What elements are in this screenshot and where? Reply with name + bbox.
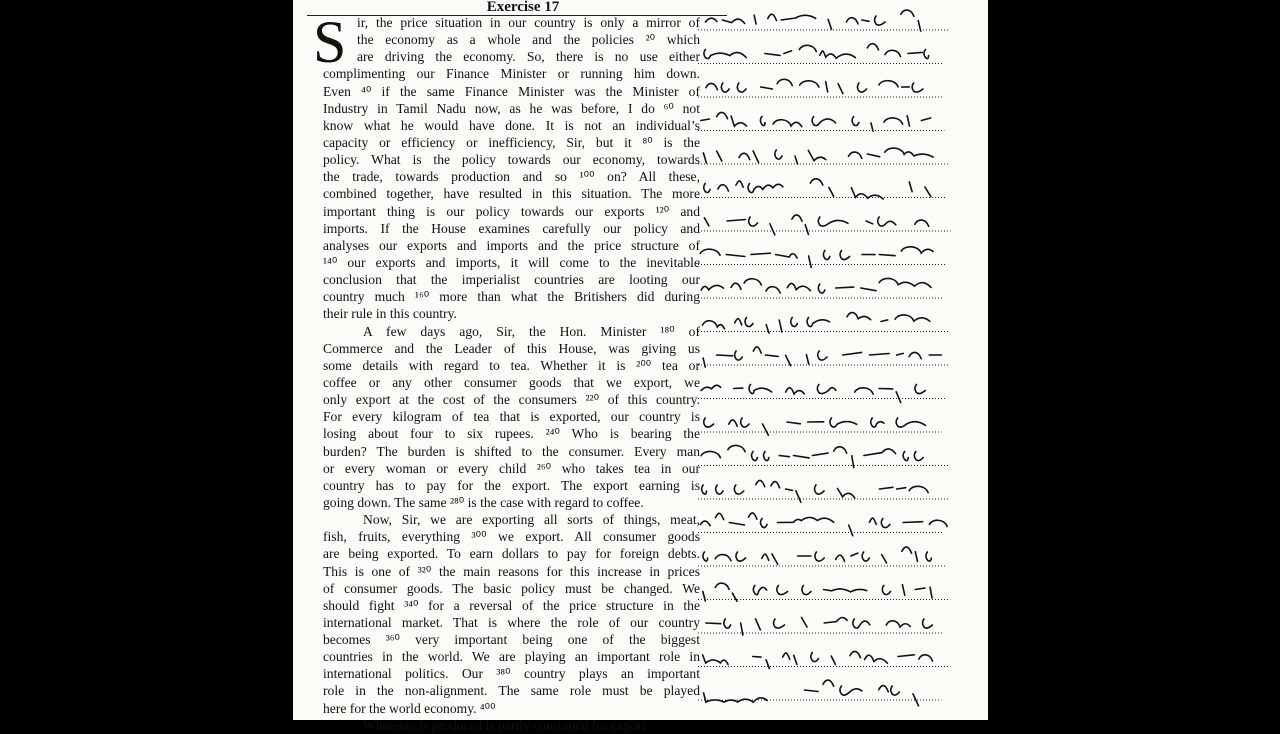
shorthand-stroke: [706, 618, 933, 636]
shorthand-stroke: [704, 179, 931, 199]
text-line: Whatever is produced is partly consumed for export: [363, 717, 646, 733]
text-line: here for the world economy. ⁴⁰⁰: [323, 700, 496, 716]
text-line: imports. If the House examines carefully our policy and: [323, 220, 700, 236]
text-line: burden? The burden is shifted to the consumer. Every man: [323, 443, 700, 459]
book-page: [293, 0, 988, 733]
shorthand-stroke: [703, 347, 941, 367]
drop-cap: S: [313, 9, 347, 75]
text-line: A few days ago, Sir, the Hon. Minister ¹⁸⁰ of: [363, 323, 700, 339]
text-line: complimenting our Finance Minister or running him down.: [323, 66, 700, 82]
text-line: role in the non-alignment. The same role must be played: [323, 683, 700, 699]
text-line: international market. That is where the role of our country: [323, 614, 700, 630]
text-line: the economy as a whole and the policies ²⁰ which: [357, 32, 700, 48]
text-line: or every woman or every child ²⁶⁰ who takes tea in our: [323, 460, 700, 476]
text-line: combined together, have resulted in this situation. The more: [323, 186, 700, 202]
shorthand-stroke: [706, 79, 923, 93]
text-line: countries in the world. We are playing an important role in: [323, 649, 700, 665]
text-line: know what he would have done. It is not an individual’s: [323, 117, 700, 133]
text-line: fish, fruits, everything ³⁰⁰ we export. All consumer goods: [323, 529, 700, 545]
text-line: Even ⁴⁰ if the same Finance Minister was the Minister of: [323, 83, 700, 99]
text-line: important thing is our policy towards our exports ¹²⁰ and: [323, 203, 700, 219]
text-line: their rule in this country.: [323, 306, 457, 322]
shorthand-stroke: [706, 10, 921, 31]
shorthand-stroke: [704, 44, 929, 59]
text-line: country much ¹⁶⁰ more than what the Britishers did during: [323, 289, 700, 305]
text-line: This is one of ³²⁰ the main reasons for this increase in prices: [323, 563, 700, 579]
text-line: some details with regard to tea. Whether it is ²⁰⁰ tea or: [323, 357, 700, 373]
exercise-title: Exercise 17: [486, 0, 560, 15]
text-line: coffee or any other consumer goods that we export, we: [323, 374, 700, 390]
text-line: becomes ³⁶⁰ very important being one of the biggest: [323, 632, 700, 648]
text-line: Industry in Tamil Nadu now, as he was before, I do ⁶⁰ not: [323, 100, 700, 116]
text-line: should fight ³⁴⁰ for a reversal of the price structure in the: [323, 597, 700, 613]
shorthand-stroke: [702, 480, 929, 502]
text-line: only export at the cost of the consumers ²²⁰ of this country.: [323, 392, 700, 408]
shorthand-stroke: [701, 278, 931, 293]
shorthand-outlines-image: [696, 10, 986, 720]
shorthand-stroke: [700, 247, 933, 268]
text-line: country has to pay for the export. The export earning is: [323, 477, 700, 493]
shorthand-stroke: [704, 215, 928, 235]
shorthand-stroke: [704, 418, 926, 435]
passage-text: [323, 14, 700, 734]
shorthand-stroke: [703, 148, 933, 164]
text-line: capacity or efficiency or inefficiency, Sir, but it ⁸⁰ is the: [323, 134, 700, 150]
text-line: going down. The same ²⁸⁰ is the case with regard to coffee.: [323, 494, 644, 510]
text-line: international politics. Our ³⁸⁰ country plays an important: [323, 666, 700, 682]
text-line: of consumer goods. The basic policy must be changed. We: [323, 580, 700, 596]
shorthand-stroke: [703, 583, 932, 601]
text-line: losing about four to six rupees. ²⁴⁰ Who is bearing the: [323, 426, 700, 442]
shorthand-stroke: [701, 445, 923, 467]
text-line: For every kilogram of tea that is exported, our country is: [323, 409, 700, 425]
text-line: the trade, towards production and so ¹⁰⁰ on? All these,: [323, 169, 700, 185]
text-line: conclusion that the imperialist countries are looting our: [323, 272, 700, 288]
text-line: Now, Sir, we are exporting all sorts of things, meat,: [363, 512, 700, 528]
text-line: analyses our exports and imports and the price structure of: [323, 237, 700, 253]
shorthand-stroke: [703, 547, 932, 564]
text-line: policy. What is the policy towards our economy, towards: [323, 152, 700, 168]
text-line: are being exported. To earn dollars to pay for foreign debts.: [323, 546, 700, 562]
text-line: ¹⁴⁰ our exports and imports, it will come to the inevitable: [323, 254, 700, 270]
shorthand-stroke: [701, 385, 925, 403]
shorthand-stroke: [701, 112, 931, 131]
text-line: are driving the economy. So, there is no use either: [357, 49, 700, 65]
text-line: ir, the price situation in our country is only a mirror of: [357, 15, 700, 30]
shorthand-stroke: [704, 680, 919, 706]
text-line: Commerce and the Leader of this House, was giving us: [323, 340, 700, 356]
shorthand-stroke: [703, 313, 930, 334]
